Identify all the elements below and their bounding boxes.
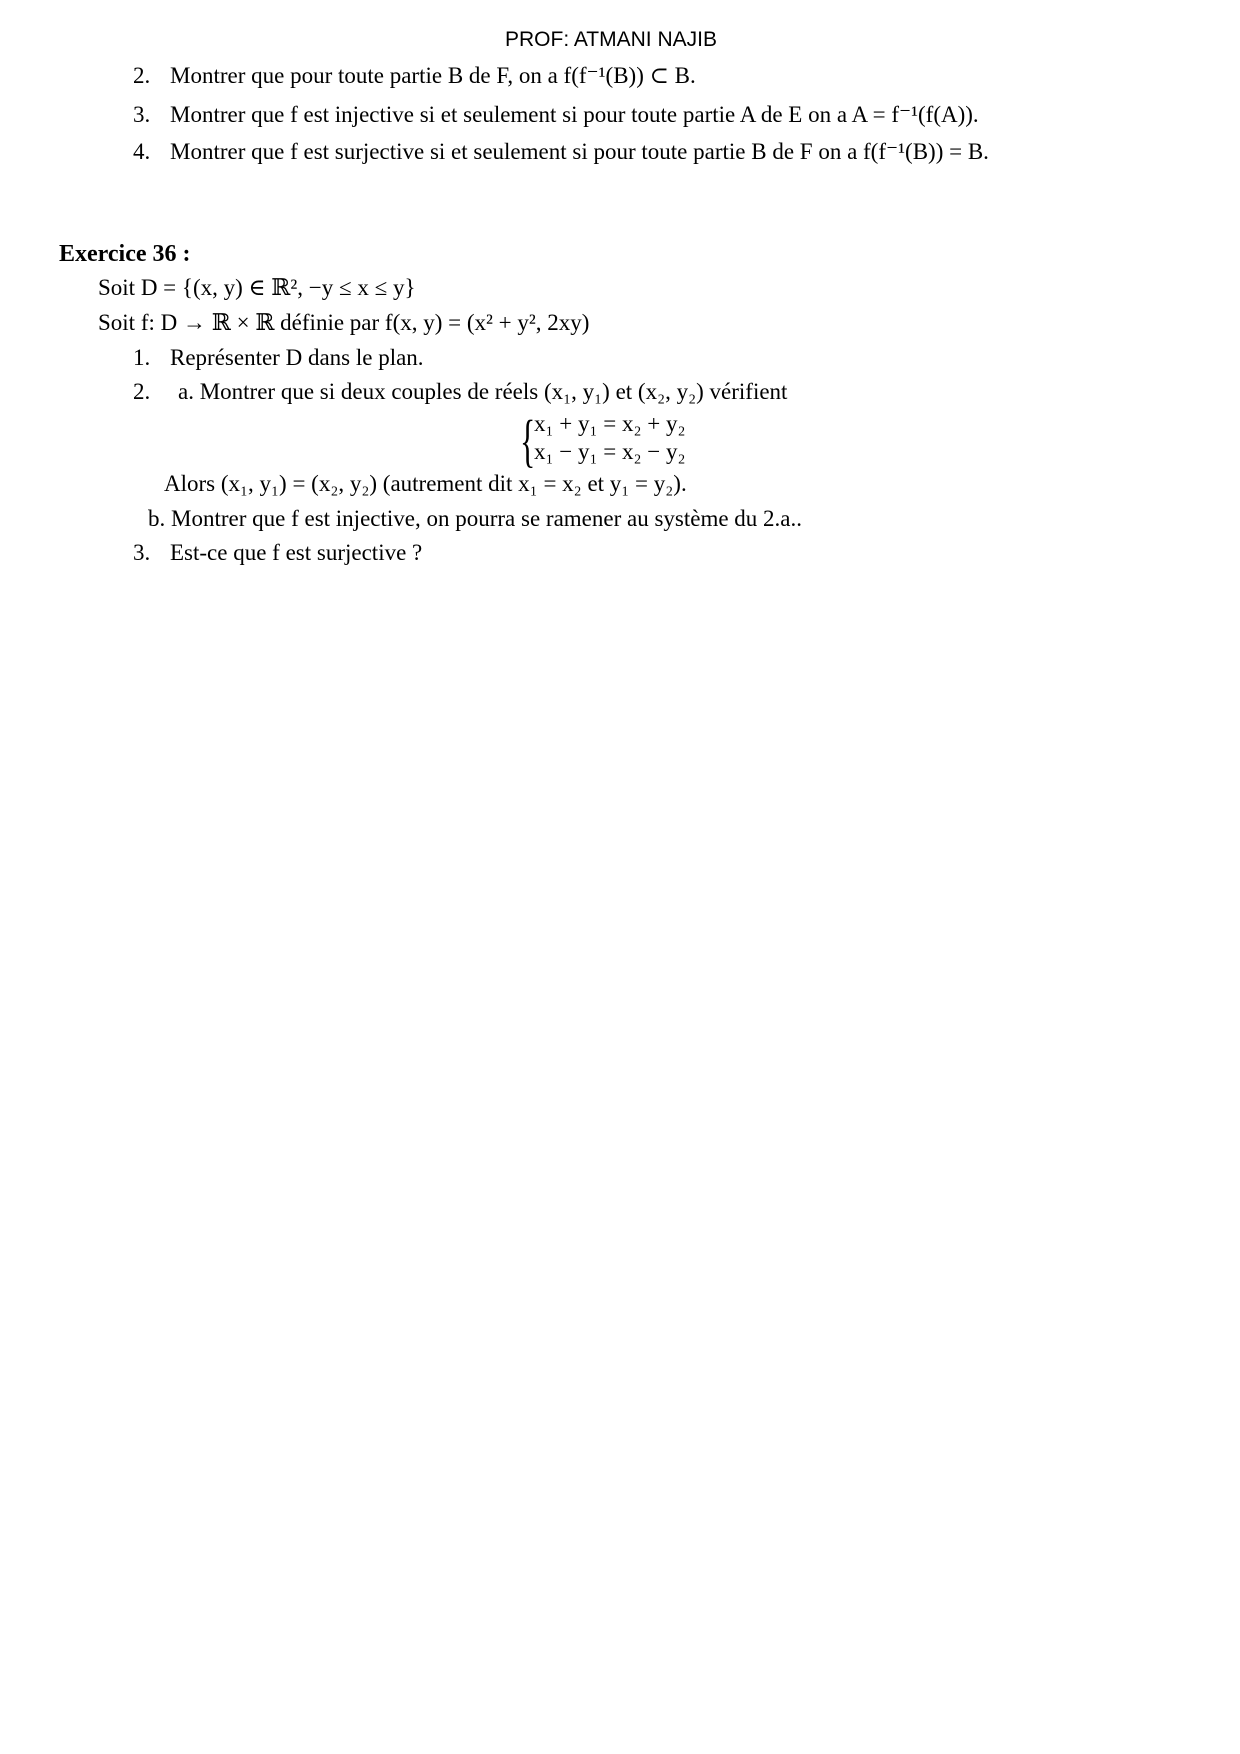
- system-equation-1: x₁ + y₁ = x₂ + y₂: [534, 411, 686, 436]
- definition-f: Soit f: D → ℝ × ℝ définie par f(x, y) = (x² + y², 2xy): [98, 310, 590, 335]
- system-equation-2: x₁ − y₁ = x₂ − y₂: [534, 439, 686, 464]
- item-text: Représenter D dans le plan.: [170, 345, 424, 370]
- item-number: 2.: [133, 379, 151, 404]
- item-number: 3.: [133, 102, 151, 127]
- item-number: 3.: [133, 540, 151, 565]
- list-item: [133, 101, 979, 129]
- question-1: [133, 344, 424, 372]
- item-text: Montrer que f est injective si et seulement si pour toute partie A de E on a A = f⁻¹(f(A)).: [170, 102, 979, 127]
- question-2-conclusion: Alors (x₁, y₁) = (x₂, y₂) (autrement dit x₁ = x₂ et y₁ = y₂).: [164, 471, 687, 496]
- list-item: [133, 138, 989, 166]
- item-text: a. Montrer que si deux couples de réels (x₁, y₁) et (x₂, y₂) vérifient: [178, 379, 788, 404]
- item-number: 4.: [133, 139, 151, 164]
- item-text: Montrer que f est surjective si et seulement si pour toute partie B de F on a f(f⁻¹(B)) = B.: [170, 139, 989, 164]
- item-text: Est-ce que f est surjective ?: [170, 540, 423, 565]
- question-2b: b. Montrer que f est injective, on pourra se ramener au système du 2.a..: [148, 506, 803, 531]
- item-number: 2.: [133, 63, 151, 88]
- exercise-title: Exercice 36 :: [59, 241, 191, 267]
- system-brace: {: [520, 408, 536, 473]
- item-text: Montrer que pour toute partie B de F, on a f(f⁻¹(B)) ⊂ B.: [170, 63, 696, 88]
- question-3: [133, 539, 422, 567]
- definition-D: Soit D = {(x, y) ∈ ℝ², −y ≤ x ≤ y}: [98, 275, 416, 300]
- question-2a: [133, 378, 787, 406]
- list-item: [133, 62, 696, 90]
- page-header-author: PROF: ATMANI NAJIB: [505, 28, 717, 51]
- item-number: 1.: [133, 345, 151, 370]
